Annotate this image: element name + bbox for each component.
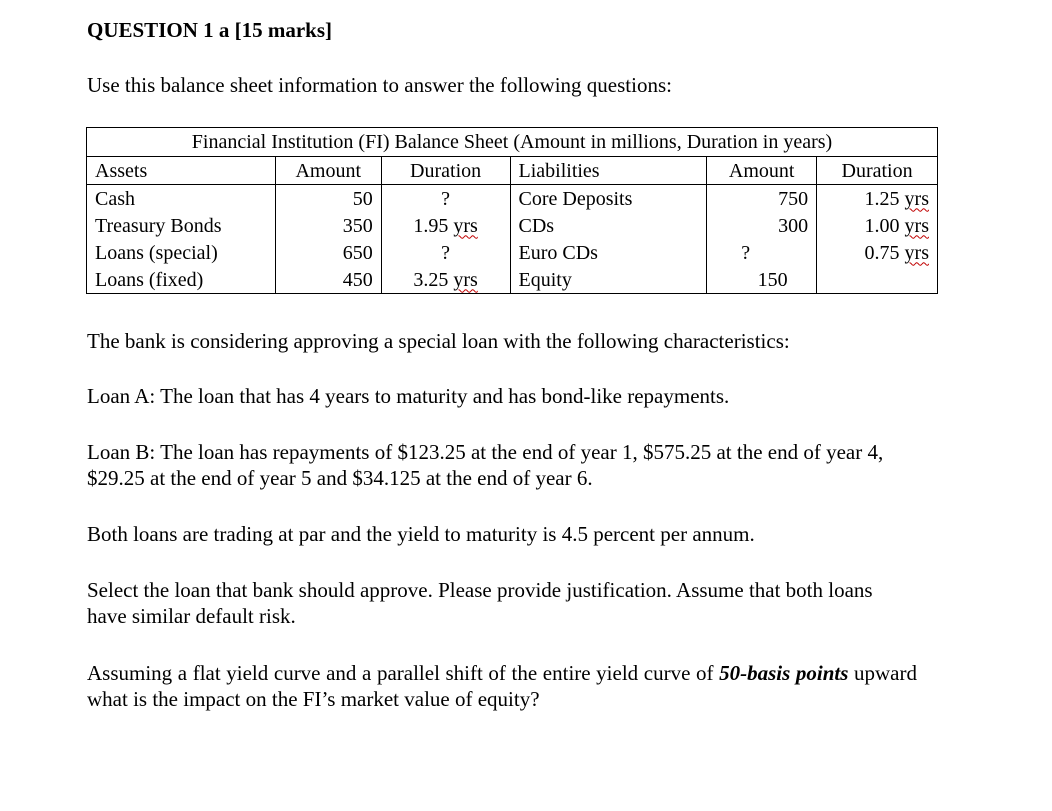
asset-amount: 50 xyxy=(275,185,381,213)
duration-value: 3.25 xyxy=(413,268,449,291)
duration-unit: yrs xyxy=(453,214,478,237)
liability-name: Core Deposits xyxy=(510,185,707,213)
liability-duration xyxy=(817,185,938,213)
header-asset-duration: Duration xyxy=(381,157,510,185)
liability-amount: 750 xyxy=(707,185,817,213)
asset-duration xyxy=(381,266,510,294)
table-title: Financial Institution (FI) Balance Sheet (Amount in millions, Duration in years) xyxy=(87,128,938,157)
table-row xyxy=(87,185,938,213)
liability-duration xyxy=(817,239,938,266)
assume-text-prefix: Assuming a flat yield curve and a parallel shift of the entire yield curve of xyxy=(87,661,720,685)
duration-value: ? xyxy=(441,241,451,264)
paragraph-loan-a: Loan A: The loan that has 4 years to maturity and has bond-like repayments. xyxy=(87,384,730,408)
paragraph-select: Select the loan that bank should approve. Please provide justification. Assume that both loans have similar default risk. xyxy=(87,578,873,628)
asset-amount: 650 xyxy=(275,239,381,266)
duration-value: 1.95 xyxy=(413,214,449,237)
intro-text: Use this balance sheet information to answer the following questions: xyxy=(87,73,672,97)
liability-amount: ? xyxy=(707,239,817,266)
table-row xyxy=(87,239,938,266)
question-heading: QUESTION 1 a [15 marks] xyxy=(87,18,333,42)
paragraph-assume xyxy=(87,660,917,712)
liability-amount: 300 xyxy=(707,212,817,239)
table-header-row xyxy=(87,157,938,185)
asset-duration xyxy=(381,239,510,266)
duration-value: 0.75 xyxy=(864,241,900,264)
asset-duration xyxy=(381,212,510,239)
asset-name: Loans (fixed) xyxy=(87,266,276,294)
assume-text-bold: 50-basis points xyxy=(719,661,849,685)
asset-duration xyxy=(381,185,510,213)
header-liability-amount: Amount xyxy=(707,157,817,185)
liability-name: CDs xyxy=(510,212,707,239)
paragraph-consider: The bank is considering approving a special loan with the following characteristics: xyxy=(87,329,790,353)
duration-unit: yrs xyxy=(904,241,929,264)
header-liabilities: Liabilities xyxy=(510,157,707,185)
duration-unit: yrs xyxy=(904,187,929,210)
asset-amount: 350 xyxy=(275,212,381,239)
liability-duration xyxy=(817,212,938,239)
asset-amount: 450 xyxy=(275,266,381,294)
assume-text-suffix: upward what is the impact on the FI’s market value of equity? xyxy=(87,661,917,711)
header-asset-amount: Amount xyxy=(275,157,381,185)
asset-name: Treasury Bonds xyxy=(87,212,276,239)
table-row xyxy=(87,266,938,294)
duration-value: 1.00 xyxy=(864,214,900,237)
duration-unit: yrs xyxy=(904,214,929,237)
liability-name: Euro CDs xyxy=(510,239,707,266)
asset-name: Cash xyxy=(87,185,276,213)
liability-name: Equity xyxy=(510,266,707,294)
liability-duration xyxy=(817,266,938,294)
duration-value: 1.25 xyxy=(864,187,900,210)
balance-sheet-table xyxy=(86,127,938,294)
duration-value: ? xyxy=(441,187,451,210)
header-liability-duration: Duration xyxy=(817,157,938,185)
header-assets: Assets xyxy=(87,157,276,185)
asset-name: Loans (special) xyxy=(87,239,276,266)
paragraph-loan-b: Loan B: The loan has repayments of $123.25 at the end of year 1, $575.25 at the end of year 4, $29.25 at the end of year 5 and $34.125 at the end of year 6. xyxy=(87,440,884,490)
liability-amount: 150 xyxy=(707,266,817,294)
paragraph-both-par: Both loans are trading at par and the yield to maturity is 4.5 percent per annum. xyxy=(87,522,755,546)
table-row xyxy=(87,212,938,239)
duration-unit: yrs xyxy=(453,268,478,291)
